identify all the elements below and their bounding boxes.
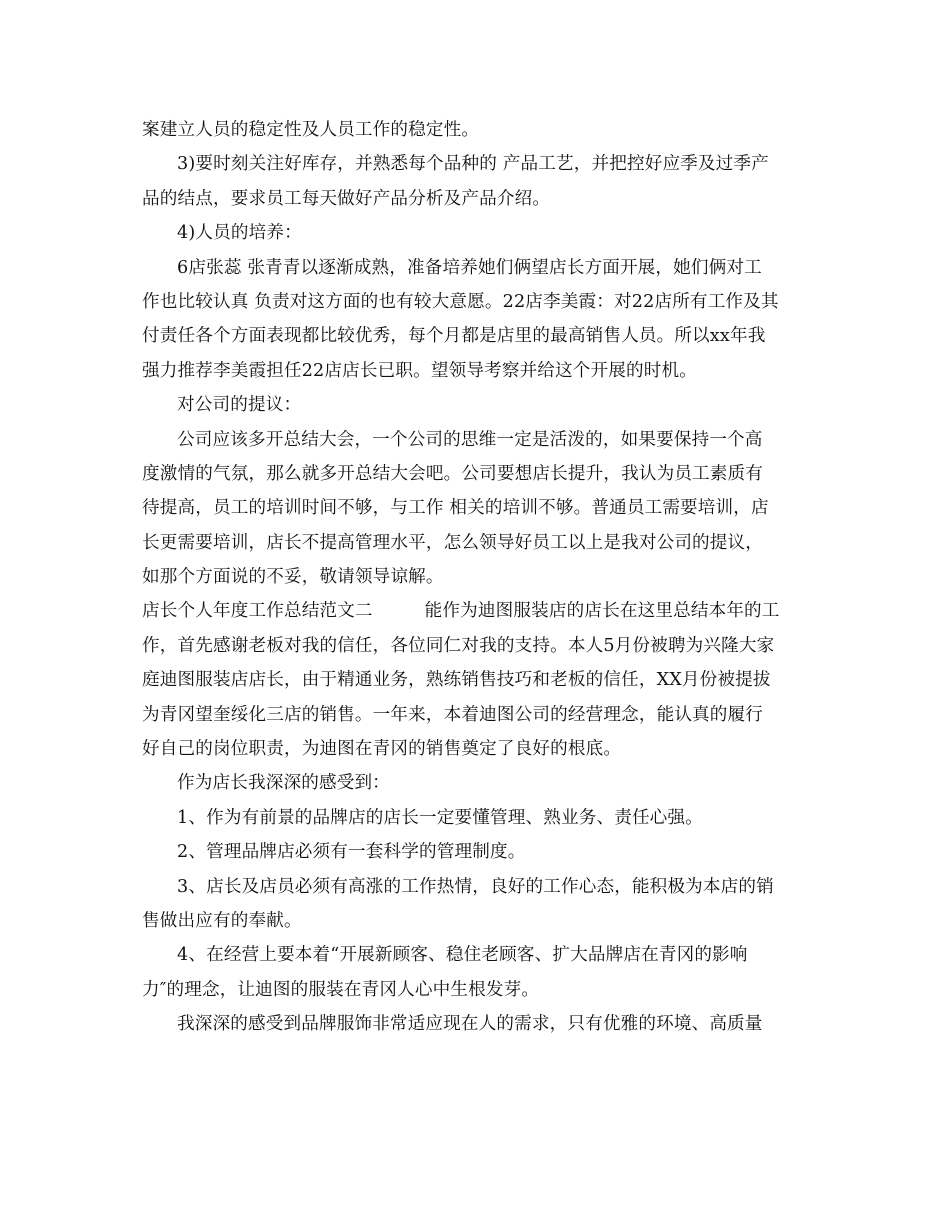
text-line: 对公司的提议：	[177, 395, 302, 416]
text-line: 度激情的气氛，那么就多开总结大会吧。公司要想店长提升，我认为员工素质有	[142, 463, 764, 484]
text-line: 强力推荐李美霞担任22店店长已职。望领导考察并给这个开展的时机。	[142, 360, 698, 381]
text-line: 售做出应有的奉献。	[142, 910, 302, 931]
text-line: 案建立人员的稳定性及人员工作的稳定性。	[142, 120, 480, 140]
text-line: 长更需要培训，店长不提高管理水平，怎么领导好员工以上是我对公司的提议，	[142, 532, 764, 553]
section-title-line	[142, 594, 812, 628]
text-line: 力″的理念，让迪图的服装在青冈人心中生根发芽。	[142, 979, 540, 1000]
text-line: 付责任各个方面表现都比较优秀，每个月都是店里的最高销售人员。所以xx年我	[142, 326, 766, 347]
text-line: 为青冈望奎绥化三店的销售。一年来，本着迪图公司的经营理念，能认真的履行	[142, 704, 764, 725]
text-line: 品的结点，要求员工每天做好产品分析及产品介绍。	[142, 188, 551, 209]
text-line: 我深深的感受到品牌服饰非常适应现在人的需求，只有优雅的环境、高质量	[177, 1014, 763, 1035]
text-line: 作也比较认真 负责对这方面的也有较大意愿。22店李美霞：对22店所有工作及其	[142, 291, 779, 312]
section-intro-text: 能作为迪图服装店的店长在这里总结本年的工	[424, 601, 780, 622]
text-line: 4、在经营上要本着“开展新顾客、稳住老顾客、扩大品牌店在青冈的影响	[177, 945, 748, 966]
text-line: 好自己的岗位职责，为迪图在青冈的销售奠定了良好的根底。	[142, 739, 622, 760]
text-line: 3)要时刻关注好库存，并熟悉每个品种的 产品工艺，并把控好应季及过季产	[177, 154, 769, 175]
text-line: 作，首先感谢老板对我的信任，各位同仁对我的支持。本人5月份被聘为兴隆大家	[142, 635, 775, 656]
text-line: 3、店长及店员必须有高涨的工作热情，良好的工作心态，能积极为本店的销	[177, 876, 774, 897]
text-line: 如那个方面说的不妥，敬请领导谅解。	[142, 567, 444, 588]
text-line: 6店张蕊 张青青以逐渐成熟，准备培养她们俩望店长方面开展，她们俩对工	[177, 257, 762, 278]
text-line: 公司应该多开总结大会，一个公司的思维一定是活泼的，如果要保持一个高	[177, 429, 763, 450]
text-line: 庭迪图服装店店长，由于精通业务，熟练销售技巧和老板的信任，XX月份被提拔	[142, 670, 771, 691]
text-line: 1、作为有前景的品牌店的店长一定要懂管理、熟业务、责任心强。	[177, 807, 703, 828]
text-line: 作为店长我深深的感受到：	[177, 773, 390, 794]
document-body	[142, 113, 812, 1042]
text-line: 2、管理品牌店必须有一套科学的管理制度。	[177, 842, 526, 863]
section-title: 店长个人年度工作总结范文二	[142, 601, 373, 622]
text-line: 待提高，员工的培训时间不够，与工作 相关的培训不够。普通员工需要培训，店	[142, 498, 769, 519]
text-line: 4)人员的培养：	[177, 223, 302, 244]
